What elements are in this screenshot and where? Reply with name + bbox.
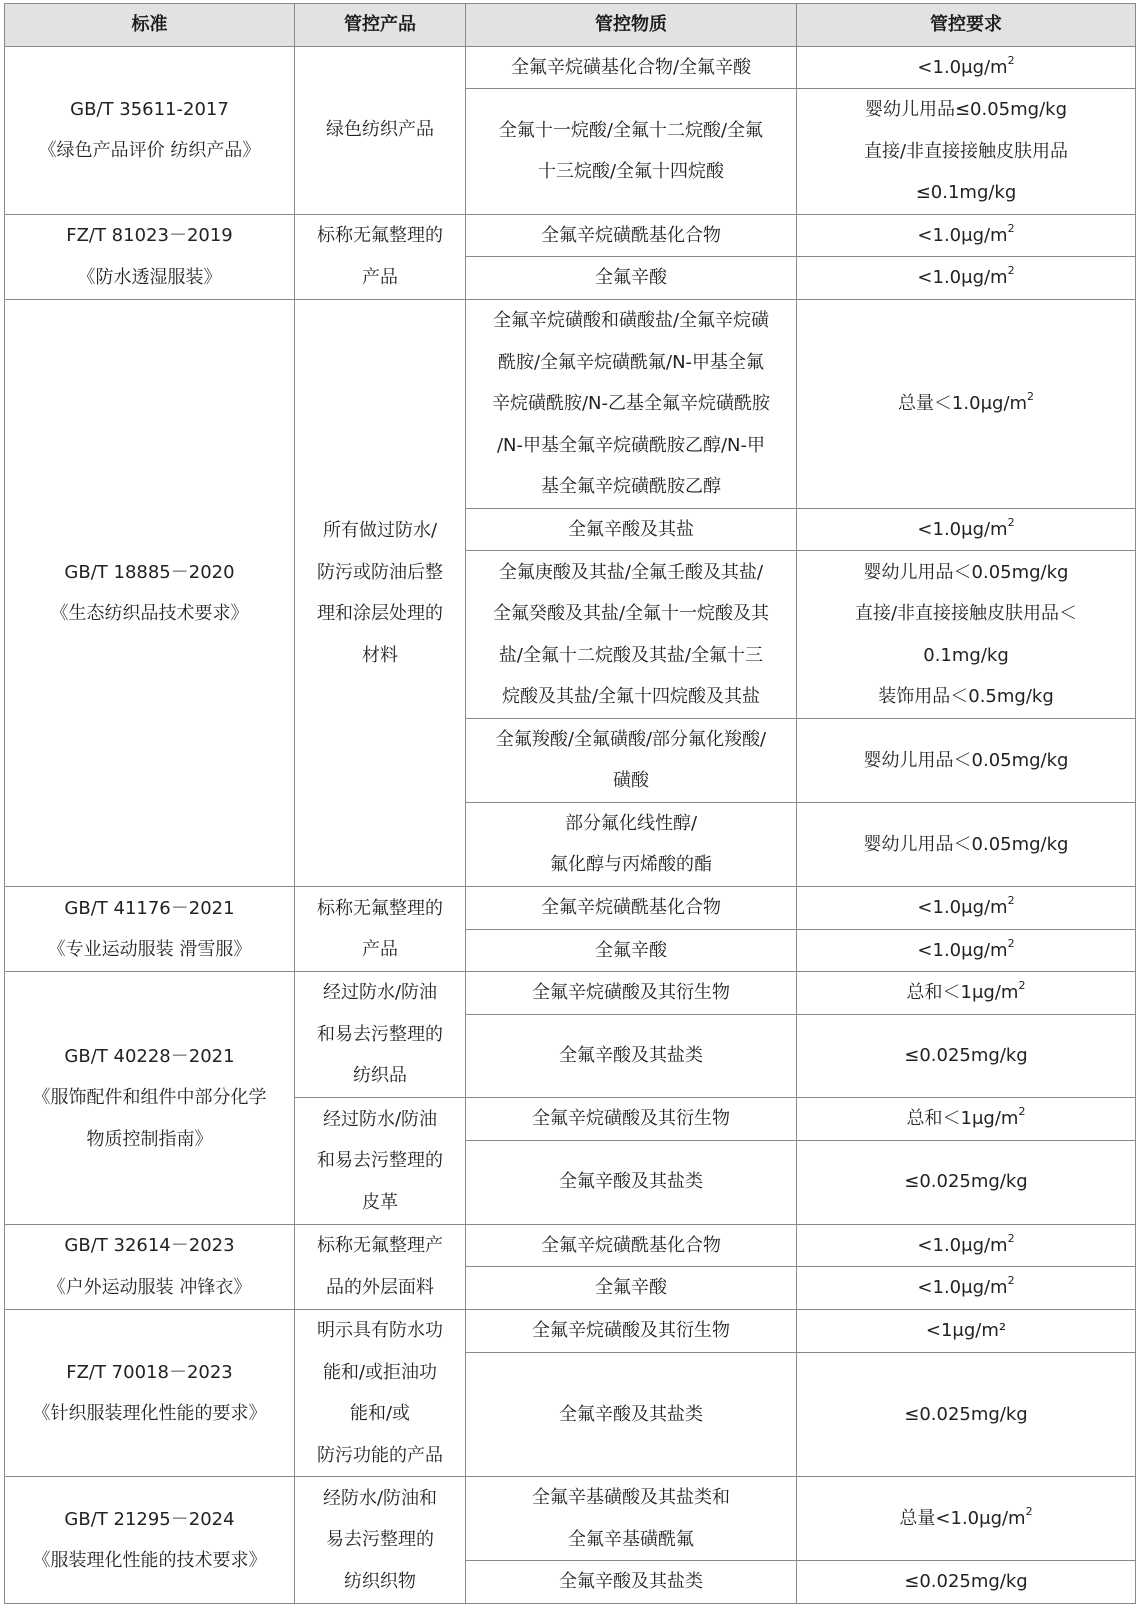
controlled-substance-cell: 全氟辛酸 — [466, 257, 797, 300]
table-row — [5, 887, 1136, 930]
table-row — [5, 214, 1136, 257]
requirement-text: ≤0.025mg/kg — [904, 1045, 1028, 1067]
unit-superscript: 2 — [1025, 1504, 1033, 1518]
unit-superscript: 2 — [1007, 264, 1015, 278]
standard-cell: GB/T 35611-2017 《绿色产品评价 纺织产品》 — [5, 46, 295, 214]
controlled-substance-cell: 全氟辛酸及其盐类 — [466, 1140, 797, 1224]
requirement-cell — [797, 929, 1136, 972]
requirement-text: 总和＜1μg/m — [906, 982, 1019, 1004]
controlled-substance-cell: 全氟辛烷磺基化合物/全氟辛酸 — [466, 46, 797, 89]
header-row — [5, 4, 1136, 47]
requirement-text: 总和＜1μg/m — [906, 1107, 1019, 1129]
unit-superscript: 2 — [1007, 515, 1015, 529]
controlled-substance-cell: 全氟辛烷磺酸及其衍生物 — [466, 1097, 797, 1140]
table-row — [5, 46, 1136, 89]
requirement-text: <1.0μg/m — [917, 56, 1008, 78]
requirement-text: <1.0μg/m — [917, 939, 1008, 961]
unit-superscript: 2 — [1007, 1231, 1015, 1245]
standard-cell: GB/T 32614－2023 《户外运动服装 冲锋衣》 — [5, 1224, 295, 1309]
requirement-cell — [797, 1097, 1136, 1140]
requirement-text: ≤0.025mg/kg — [904, 1571, 1028, 1593]
requirement-text: 总量＜1.0μg/m — [897, 393, 1028, 415]
controlled-substance-cell: 全氟十一烷酸/全氟十二烷酸/全氟 十三烷酸/全氟十四烷酸 — [466, 89, 797, 215]
requirement-cell — [797, 1561, 1136, 1604]
controlled-substance-cell: 全氟辛烷磺酸及其衍生物 — [466, 1309, 797, 1352]
requirement-cell — [797, 1267, 1136, 1310]
controlled-substance-cell: 全氟辛烷磺酰基化合物 — [466, 887, 797, 930]
controlled-substance-cell: 全氟辛烷磺酰基化合物 — [466, 1224, 797, 1267]
requirement-cell — [797, 887, 1136, 930]
requirement-text: <1.0μg/m — [917, 897, 1008, 919]
controlled-product-cell: 所有做过防水/ 防污或防油后整 理和涂层处理的 材料 — [295, 299, 466, 886]
requirement-text: <1.0μg/m — [917, 224, 1008, 246]
requirement-cell — [797, 1224, 1136, 1267]
requirement-text: <1μg/m² — [925, 1319, 1007, 1341]
requirement-text: 婴幼儿用品＜0.05mg/kg — [863, 749, 1069, 771]
requirement-cell — [797, 1140, 1136, 1224]
requirement-cell — [797, 1014, 1136, 1097]
controlled-substance-cell: 全氟辛酸及其盐类 — [466, 1014, 797, 1097]
standard-cell: GB/T 41176－2021 《专业运动服装 滑雪服》 — [5, 887, 295, 972]
requirement-cell — [797, 718, 1136, 802]
requirement-cell — [797, 508, 1136, 551]
requirement-cell — [797, 214, 1136, 257]
requirement-text: ≤0.025mg/kg — [904, 1171, 1028, 1193]
requirement-text: 婴幼儿用品＜0.05mg/kg 直接/非直接接触皮肤用品＜ 0.1mg/kg 装饰用品＜0.5mg/kg — [854, 561, 1078, 708]
controlled-product-cell: 标称无氟整理的 产品 — [295, 214, 466, 299]
requirement-cell — [797, 551, 1136, 718]
standard-cell: GB/T 18885－2020 《生态纺织品技术要求》 — [5, 299, 295, 886]
controlled-substance-cell: 全氟辛酸及其盐类 — [466, 1561, 797, 1604]
controlled-substance-cell: 全氟辛基磺酸及其盐类和 全氟辛基磺酰氟 — [466, 1477, 797, 1561]
standard-cell: FZ/T 70018－2023 《针织服装理化性能的要求》 — [5, 1309, 295, 1476]
requirement-text: <1.0μg/m — [917, 1277, 1008, 1299]
requirement-cell — [797, 972, 1136, 1015]
table-row — [5, 1477, 1136, 1561]
unit-superscript: 2 — [1007, 1274, 1015, 1288]
requirement-cell — [797, 1309, 1136, 1352]
header-controlled-substance: 管控物质 — [466, 4, 797, 47]
controlled-substance-cell: 全氟辛酸及其盐 — [466, 508, 797, 551]
requirement-cell — [797, 1352, 1136, 1477]
controlled-substance-cell: 全氟辛酸 — [466, 929, 797, 972]
requirement-cell — [797, 1477, 1136, 1561]
controlled-product-cell: 经防水/防油和 易去污整理的 纺织织物 — [295, 1477, 466, 1604]
unit-superscript: 2 — [1007, 221, 1015, 235]
controlled-product-cell: 经过防水/防油 和易去污整理的 皮革 — [295, 1097, 466, 1224]
standard-cell: GB/T 21295－2024 《服装理化性能的技术要求》 — [5, 1477, 295, 1604]
controlled-product-cell: 标称无氟整理产 品的外层面料 — [295, 1224, 466, 1309]
header-standard: 标准 — [5, 4, 295, 47]
controlled-product-cell: 明示具有防水功 能和/或拒油功 能和/或 防污功能的产品 — [295, 1309, 466, 1476]
unit-superscript: 2 — [1007, 53, 1015, 67]
requirement-cell — [797, 89, 1136, 215]
requirement-text: 婴幼儿用品＜0.05mg/kg — [863, 833, 1069, 855]
standard-cell: GB/T 40228－2021 《服饰配件和组件中部分化学 物质控制指南》 — [5, 972, 295, 1224]
requirement-text: <1.0μg/m — [917, 518, 1008, 540]
unit-superscript: 2 — [1018, 1104, 1026, 1118]
requirement-text: ≤0.025mg/kg — [904, 1403, 1028, 1425]
table-row — [5, 1224, 1136, 1267]
requirement-text: 总量<1.0μg/m — [899, 1507, 1026, 1529]
controlled-substance-cell: 全氟辛烷磺酸及其衍生物 — [466, 972, 797, 1015]
controlled-product-cell: 经过防水/防油 和易去污整理的 纺织品 — [295, 972, 466, 1098]
requirement-text: <1.0μg/m — [917, 267, 1008, 289]
controlled-substance-cell: 部分氟化线性醇/ 氟化醇与丙烯酸的酯 — [466, 802, 797, 886]
table-row — [5, 972, 1136, 1015]
standard-cell: FZ/T 81023－2019 《防水透湿服装》 — [5, 214, 295, 299]
requirement-text: <1.0μg/m — [917, 1234, 1008, 1256]
controlled-product-cell: 绿色纺织产品 — [295, 46, 466, 214]
unit-superscript: 2 — [1018, 979, 1026, 993]
header-controlled-product: 管控产品 — [295, 4, 466, 47]
controlled-substance-cell: 全氟辛烷磺酸和磺酸盐/全氟辛烷磺 酰胺/全氟辛烷磺酰氟/N-甲基全氟 辛烷磺酰胺/N-乙基全氟辛烷磺酰胺 /N-甲基全氟辛烷磺酰胺乙醇/N-甲 基全氟辛烷磺酰胺乙醇 — [466, 299, 797, 508]
unit-superscript: 2 — [1027, 390, 1035, 404]
controlled-substance-cell: 全氟辛酸及其盐类 — [466, 1352, 797, 1477]
pfas-standards-table — [4, 3, 1136, 1604]
controlled-substance-cell: 全氟辛烷磺酰基化合物 — [466, 214, 797, 257]
unit-superscript: 2 — [1007, 894, 1015, 908]
controlled-substance-cell: 全氟庚酸及其盐/全氟壬酸及其盐/ 全氟癸酸及其盐/全氟十一烷酸及其 盐/全氟十二烷酸及其盐/全氟十三 烷酸及其盐/全氟十四烷酸及其盐 — [466, 551, 797, 718]
controlled-substance-cell: 全氟羧酸/全氟磺酸/部分氟化羧酸/ 磺酸 — [466, 718, 797, 802]
unit-superscript: 2 — [1007, 936, 1015, 950]
requirement-cell — [797, 46, 1136, 89]
requirement-cell — [797, 802, 1136, 886]
table-row — [5, 299, 1136, 508]
requirement-cell — [797, 257, 1136, 300]
controlled-product-cell: 标称无氟整理的 产品 — [295, 887, 466, 972]
controlled-substance-cell: 全氟辛酸 — [466, 1267, 797, 1310]
header-requirement: 管控要求 — [797, 4, 1136, 47]
table-body — [5, 46, 1136, 1604]
requirement-text: 婴幼儿用品≤0.05mg/kg 直接/非直接接触皮肤用品 ≤0.1mg/kg — [863, 99, 1069, 204]
table-row — [5, 1309, 1136, 1352]
requirement-cell — [797, 299, 1136, 508]
